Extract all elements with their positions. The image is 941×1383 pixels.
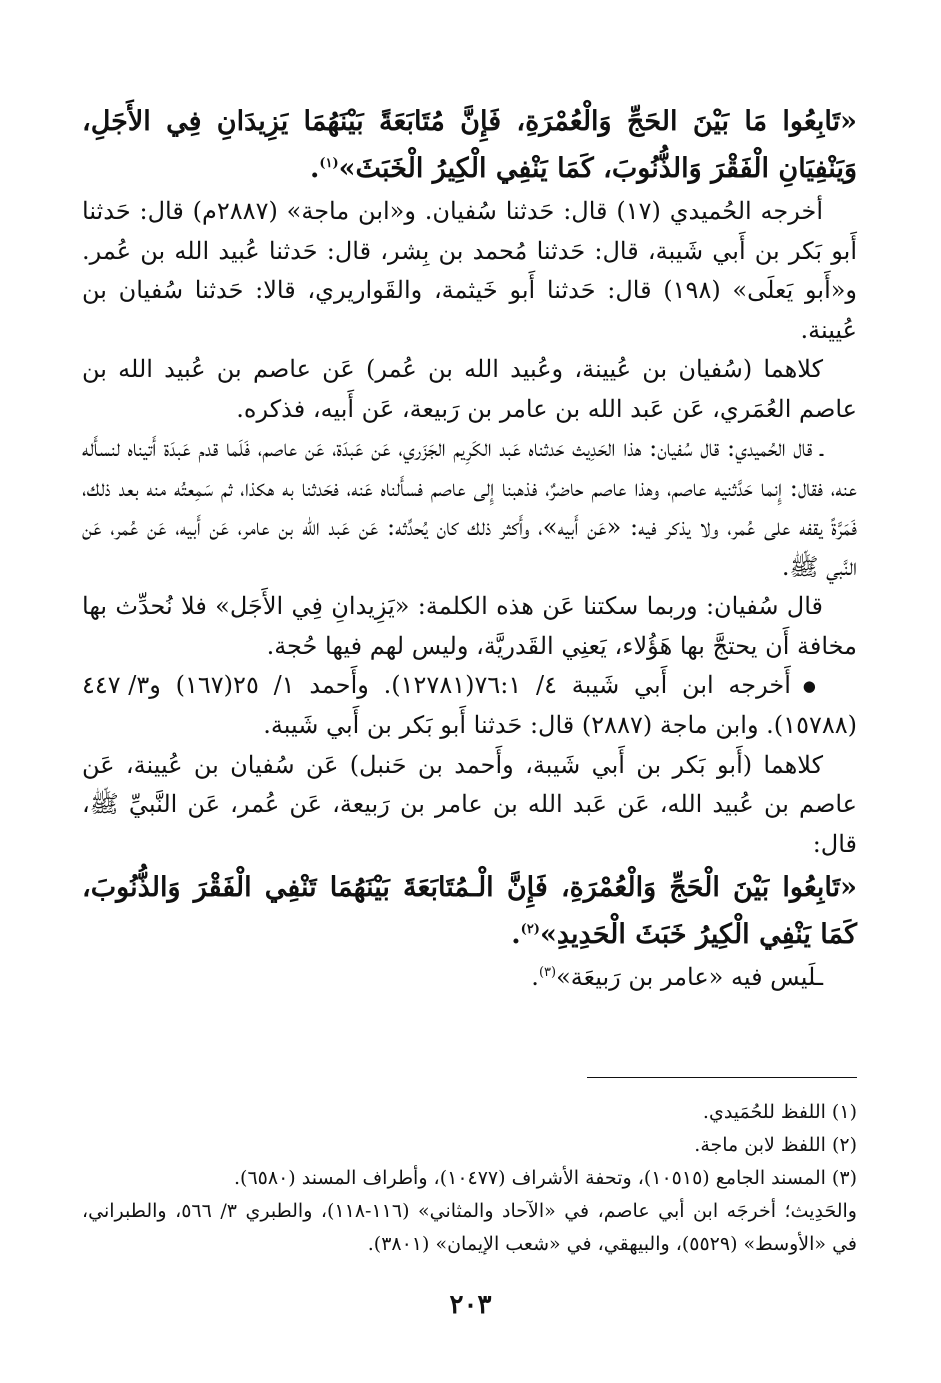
paragraph-no-amir: ـلَيس فيه «عامر بن رَبيعَة»$^{(٣)}$. [531,963,823,992]
footnote-3: (٣) المسند الجامع (١٠٥١٥)، وتحفة الأشراف (١٠٤٧٧)، وأطراف المسند (٦٥٨٠). [234,1167,857,1189]
paragraph-both-abu-bakr-ahmad: كلاهما (أَبو بَكر بن أَبي شَيبة، وأَحمد بن حَنبل) عَن سُفيان بن عُيينة، عَن عاصم بن عُبيد الله، عَن عَبد الله بن عامر بن رَبيعة، عَن عُمر، عَن النَّبيِّ ﷺ، قال: [82,750,857,858]
main-text [82,98,857,998]
paragraph-takhrij-ibn-abi-shayba: ● أَخرجه ابن أَبي شَيبة ٤/ ٧٦:١(١٢٧٨١). وأَحمد ١/ ٢٥(١٦٧) و٣/ ٤٤٧ (١٥٧٨٨). وابن ماجة (٢٨٨٧) قال: حَدثنا أَبو بَكر بن أَبي شَيبة. [82,666,857,746]
page-number: ٢٠٣ [449,1290,492,1320]
paragraph-sufyan-remark: قال سُفيان: وربما سكتنا عَن هذه الكلمة: «يَزِيدانِ فِي الأَجَل» فلا نُحدِّث بها مخافة أَن يحتجَّ بها هَؤُلاء، يَعنِي القَدريَّة، وليس لهم فيها حُجة. [82,592,857,660]
footnote-1: (١) اللفظ للحُمَيدي. [702,1101,857,1123]
hadith-quote-2: «تَابِعُوا بَيْنَ الْحَجِّ وَالْعُمْرَةِ، فَإِنَّ الْـمُتَابَعَةَ بَيْنَهُمَا تَنْفِي الْفَقْرَ وَالذُّنُوبَ، كَمَا يَنْفِي الْكِيرُ خَبَثَ الْحَدِيدِ»$^{(٢)}$. [82,872,857,951]
paragraph-both-chains: كلاهما (سُفيان بن عُيينة، وعُبيد الله بن عُمر) عَن عاصم بن عُبيد الله بن عاصم العُمَري، عَن عَبد الله بن عامر بن رَبيعة، عَن أَبيه، فذكره. [82,355,857,423]
footnote-ref-2: (٢) [520,922,540,938]
paragraph-no-amir-text: ـلَيس فيه «عامر بن رَبيعَة» [556,963,823,992]
paragraph-takhrij-humaydi: أخرجه الحُميدي (١٧) قال: حَدثنا سُفيان. و«ابن ماجة» (٢٨٨٧م) قال: حَدثنا أَبو بَكر بن أَبي شَيبة، قال: حَدثنا مُحمد بن بِشر، قال: حَدثنا عُبيد الله بن عُمر. و«أَبو يَعلَى» (١٩٨) قال: حَدثنا أَبو خَيثمة، والقَواريري، قالا: حَدثنا سُفيان بن عُيينة. [82,197,858,344]
footnote-divider [587,1077,857,1078]
footnote-2: (٢) اللفظ لابن ماجة. [694,1134,857,1156]
footnote-ref-3: (٣) [538,965,557,981]
hadith-quote-1: «تَابِعُوا مَا بَيْنَ الحَجِّ وَالْعُمْرَةِ، فَإِنَّ مُتَابَعَةً بَيْنَهُمَا يَزِيدَانِ فِي الأَجَلِ، وَيَنْفِيَانِ الْفَقْرَ وَالذُّنُوبَ، كَمَا يَنْفِي الْكِيرُ الْخَبَثَ»$^{(١)}$. [82,106,857,184]
footnotes [82,1096,857,1261]
footnote-3-continued: والحَدِيث؛ أخرجَه ابن أبي عاصم، في «الآحاد والمثاني» (١١٦-١١٨)، والطبري ٣/ ٥٦٦، والطبراني، في «الأوسط» (٥٥٢٩)، والبيهقي، في «شعب الإيمان» (٣٨٠١). [82,1200,857,1255]
paragraph-humaydi-sufyan: ـ قال الحُميدي: قال سُفيان: هذا الحَدِيث حَدثناه عَبد الكَرِيم الجَزَري، عَن عَبدَة، عَن عاصم، فَلَما قدم عَبدَة أَتيناه لنسأَله عنه، فقال: إِنما حَدَّثنيه عاصم، وهذا عاصم حاضرٌ، فذهبنا إِلى عاصم فسأَلناه عَنه، فحَدثنا به هكذا، ثم سَمِعتُه منه بعد ذلك، فَمَرَّةً يقفه على عُمر، ولا يذكر فيه: «عَن أَبيه»، وأَكثر ذلك كان يُحدِّثه: عَن عَبد الله بن عامر، عَن أَبيه، عَن عُمر، عَن النَّبي ﷺ. [82,434,857,581]
hadith-quote-2-text: «تَابِعُوا بَيْنَ الْحَجِّ وَالْعُمْرَةِ، فَإِنَّ الْـمُتَابَعَةَ بَيْنَهُمَا تَنْفِي الْفَقْرَ وَالذُّنُوبَ، كَمَا يَنْفِي الْكِيرُ خَبَثَ الْحَدِيدِ» [82,872,857,951]
hadith-quote-1-text: «تَابِعُوا مَا بَيْنَ الحَجِّ وَالْعُمْرَةِ، فَإِنَّ مُتَابَعَةً بَيْنَهُمَا يَزِيدَانِ فِي الأَجَلِ، وَيَنْفِيَانِ الْفَقْرَ وَالذُّنُوبَ، كَمَا يَنْفِي الْكِيرُ الْخَبَثَ» [82,106,857,184]
footnote-ref-1: (١) [319,156,339,171]
